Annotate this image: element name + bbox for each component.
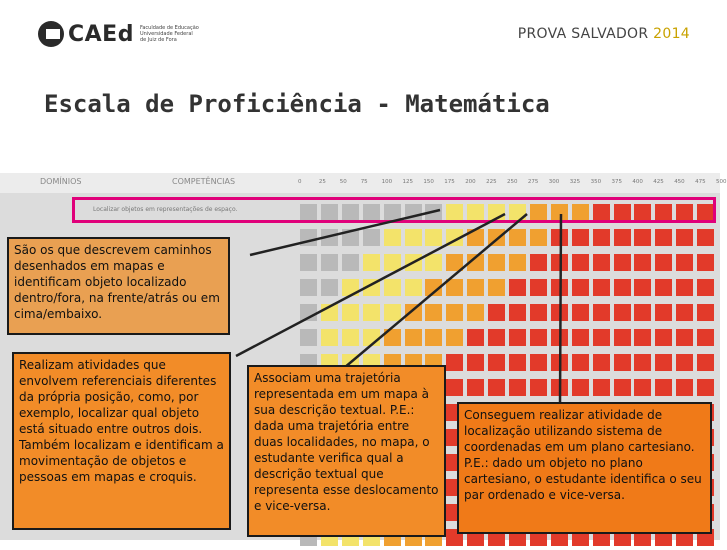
- scale-tick-475: 475: [695, 179, 706, 185]
- scale-tick-150: 150: [423, 179, 434, 185]
- scale-cell: [614, 379, 631, 396]
- scale-cell: [446, 329, 463, 346]
- logo-text: CAEd: [68, 21, 134, 47]
- scale-cell: [384, 279, 401, 296]
- scale-tick-300: 300: [548, 179, 560, 185]
- scale-cell: [321, 229, 338, 246]
- scale-cell: [676, 254, 693, 271]
- scale-cell: [551, 379, 568, 396]
- scale-cell: [655, 304, 672, 321]
- scale-cell: [676, 329, 693, 346]
- scale-cell: [405, 279, 422, 296]
- scale-cell: [593, 304, 610, 321]
- scale-cell: [551, 279, 568, 296]
- scale-cell: [697, 329, 714, 346]
- page-title: Escala de Proficiência - Matemática: [44, 90, 550, 118]
- scale-tick-75: 75: [360, 179, 368, 185]
- domains-header: DOMÍNIOS: [40, 177, 82, 186]
- scale-cell: [614, 279, 631, 296]
- scale-cell: [634, 329, 651, 346]
- scale-cell: [593, 354, 610, 371]
- scale-cell: [300, 254, 317, 271]
- scale-cell: [363, 304, 380, 321]
- scale-tick-50: 50: [339, 179, 347, 185]
- scale-cell: [467, 254, 484, 271]
- scale-tick-450: 450: [674, 179, 685, 185]
- scale-cell: [363, 329, 380, 346]
- scale-cell: [363, 229, 380, 246]
- scale-cell: [676, 304, 693, 321]
- scale-cell: [551, 304, 568, 321]
- scale-cell: [593, 279, 610, 296]
- scale-cell: [614, 329, 631, 346]
- caed-logo-icon: [38, 21, 64, 47]
- scale-cell: [342, 279, 359, 296]
- scale-cell: [509, 254, 526, 271]
- scale-cell: [321, 254, 338, 271]
- scale-tick-200: 200: [465, 179, 476, 185]
- scale-cell: [342, 229, 359, 246]
- scale-cell: [405, 229, 422, 246]
- highlighted-competence-row: [72, 197, 716, 223]
- scale-cell: [467, 229, 484, 246]
- scale-cell: [300, 304, 317, 321]
- scale-cell: [551, 254, 568, 271]
- description-box-1: [7, 237, 230, 335]
- scale-cell: [467, 354, 484, 371]
- scale-cell: [697, 304, 714, 321]
- scale-cell: [488, 279, 505, 296]
- scale-cell: [655, 379, 672, 396]
- scale-cell: [593, 379, 610, 396]
- scale-cell: [697, 279, 714, 296]
- scale-cell: [405, 329, 422, 346]
- scale-cell: [300, 279, 317, 296]
- scale-cell: [446, 379, 463, 396]
- scale-cell: [676, 379, 693, 396]
- scale-cell: [321, 304, 338, 321]
- scale-tick-25: 25: [318, 179, 326, 185]
- scale-cell: [572, 304, 589, 321]
- scale-cell: [342, 329, 359, 346]
- competences-header: COMPETÊNCIAS: [172, 177, 236, 186]
- description-text-2: Realizam atividades que envolvem referenciais diferentes da própria posição, como, por exemplo, localizar qual objeto está situado entre outros dois. Também localizam e identificam a movimentação de objetos e pessoas em mapas e croquis.: [19, 358, 224, 484]
- description-box-2: [12, 352, 231, 530]
- scale-cell: [384, 304, 401, 321]
- scale-cell: [530, 254, 547, 271]
- scale-cell: [655, 329, 672, 346]
- scale-cell: [509, 354, 526, 371]
- scale-cell: [572, 229, 589, 246]
- scale-cell: [321, 329, 338, 346]
- scale-cell: [614, 229, 631, 246]
- scale-cell: [593, 229, 610, 246]
- scale-cell: [572, 329, 589, 346]
- scale-cell: [467, 329, 484, 346]
- scale-cell: [614, 254, 631, 271]
- scale-cell: [655, 229, 672, 246]
- highlighted-row-label: Localizar objetos em representações de espaço.: [93, 206, 238, 213]
- scale-cell: [488, 229, 505, 246]
- scale-cell: [530, 229, 547, 246]
- scale-tick-500: 500: [716, 179, 727, 185]
- scale-cell: [697, 229, 714, 246]
- scale-cell: [593, 329, 610, 346]
- scale-cell: [530, 354, 547, 371]
- scale-tick-100: 100: [381, 179, 393, 185]
- scale-cell: [405, 254, 422, 271]
- scale-cell: [446, 354, 463, 371]
- scale-cell: [425, 329, 442, 346]
- scale-cell: [446, 229, 463, 246]
- scale-cell: [697, 354, 714, 371]
- scale-cell: [572, 354, 589, 371]
- scale-cell: [300, 229, 317, 246]
- exam-header: [518, 26, 690, 42]
- scale-tick-375: 375: [611, 179, 622, 185]
- scale-tick-0: 0: [298, 179, 302, 185]
- scale-cell: [697, 379, 714, 396]
- scale-cell: [342, 304, 359, 321]
- scale-cell: [572, 279, 589, 296]
- scale-cell: [363, 254, 380, 271]
- description-text-4: Conseguem realizar atividade de localização utilizando sistema de coordenadas em um plano cartesiano. P.E.: dado um objeto no plano cartesiano, o estudante identifica o seu par ordenado e vice-versa.: [464, 408, 702, 502]
- scale-cell: [488, 379, 505, 396]
- scale-cell: [488, 304, 505, 321]
- caed-logo: [38, 20, 200, 48]
- scale-tick-275: 275: [527, 179, 539, 185]
- scale-cell: [634, 229, 651, 246]
- scale-cell: [655, 254, 672, 271]
- scale-cell: [405, 304, 422, 321]
- description-text-1: São os que descrevem caminhos desenhados em mapas e identificam objeto localizado dentro/fora, na frente/atrás ou em cima/embaixo.: [14, 243, 220, 321]
- exam-year: 2014: [653, 26, 690, 42]
- scale-cell: [572, 379, 589, 396]
- scale-cell: [634, 379, 651, 396]
- exam-name: PROVA SALVADOR: [517, 26, 649, 42]
- scale-tick-325: 325: [569, 179, 581, 185]
- scale-cell: [634, 254, 651, 271]
- scale-cell: [530, 379, 547, 396]
- logo-subtitle: Faculdade de Educação Universidade Federal de Juiz de Fora: [139, 25, 199, 43]
- scale-tick-175: 175: [444, 179, 455, 185]
- scale-cell: [551, 354, 568, 371]
- scale-cell: [446, 254, 463, 271]
- scale-cell: [655, 279, 672, 296]
- scale-cell: [509, 379, 526, 396]
- scale-cell: [488, 254, 505, 271]
- scale-tick-425: 425: [653, 179, 664, 185]
- scale-cell: [509, 279, 526, 296]
- scale-cell: [551, 229, 568, 246]
- scale-cell: [425, 304, 442, 321]
- scale-cell: [363, 279, 380, 296]
- scale-cell: [384, 229, 401, 246]
- scale-cell: [488, 354, 505, 371]
- scale-cell: [551, 329, 568, 346]
- scale-tick-400: 400: [632, 179, 643, 185]
- scale-cell: [697, 254, 714, 271]
- scale-cell: [530, 329, 547, 346]
- scale-cell: [467, 379, 484, 396]
- scale-cell: [676, 229, 693, 246]
- scale-cell: [425, 254, 442, 271]
- scale-cell: [634, 354, 651, 371]
- scale-cell: [425, 229, 442, 246]
- scale-cell: [467, 279, 484, 296]
- scale-cell: [614, 354, 631, 371]
- scale-cell: [530, 304, 547, 321]
- scale-cell: [446, 304, 463, 321]
- scale-cell: [572, 254, 589, 271]
- scale-cell: [384, 254, 401, 271]
- scale-cell: [342, 254, 359, 271]
- scale-tick-250: 250: [507, 179, 518, 185]
- scale-cell: [300, 329, 317, 346]
- scale-cell: [321, 279, 338, 296]
- scale-header: [0, 173, 727, 193]
- scale-cell: [509, 329, 526, 346]
- description-box-3: [247, 365, 446, 537]
- description-box-4: [457, 402, 712, 534]
- scale-cell: [634, 304, 651, 321]
- scale-cell: [593, 254, 610, 271]
- scale-tick-225: 225: [486, 179, 497, 185]
- description-text-3: Associam uma trajetória representada em um mapa à sua descrição textual. P.E.: dada uma trajetória entre duas localidades, no mapa, o estudante verifica qual a descrição textual que representa esse deslocamento e vice-versa.: [254, 371, 439, 513]
- scale-cell: [676, 354, 693, 371]
- scale-cell: [446, 279, 463, 296]
- scale-cell: [530, 279, 547, 296]
- scale-cell: [655, 354, 672, 371]
- scale-cell: [614, 304, 631, 321]
- scale-cell: [509, 304, 526, 321]
- scale-cell: [488, 329, 505, 346]
- scale-cell: [509, 229, 526, 246]
- scale-tick-125: 125: [402, 179, 413, 185]
- scale-cell: [384, 329, 401, 346]
- scale-cell: [634, 279, 651, 296]
- scale-cell: [676, 279, 693, 296]
- scale-cell: [467, 304, 484, 321]
- scale-cell: [425, 279, 442, 296]
- scale-tick-350: 350: [590, 179, 602, 185]
